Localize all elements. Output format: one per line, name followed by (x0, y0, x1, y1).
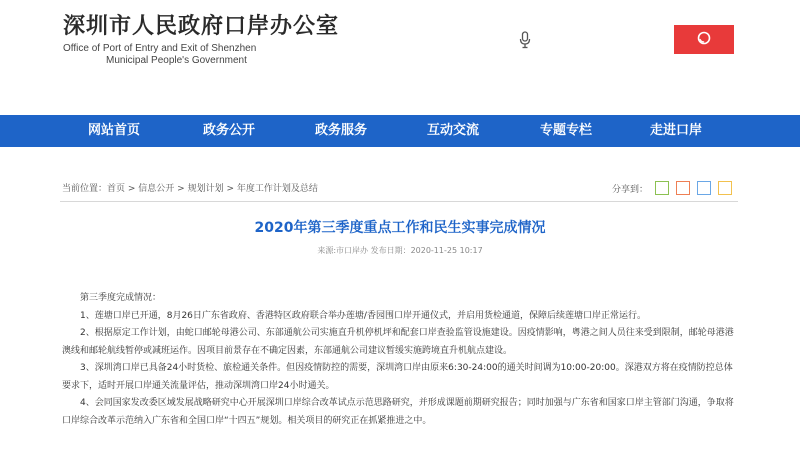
search-input[interactable] (540, 26, 670, 52)
breadcrumb-item-home[interactable]: 首页 (107, 184, 126, 194)
article-paragraph: 2、根据原定工作计划，由蛇口邮轮母港公司、东部通航公司实施直升机停机坪和配套口岸查验监管设施建设。因疫情影响，粤港之间人员往来受到限制，邮轮母港港澳线和邮轮航线暂停或减班运作。因项目前景存在不确定因素，东部通航公司建议暂缓实施跨境直升机航点建设。 (62, 328, 734, 356)
site-title-cn: 深圳市人民政府口岸办公室 (63, 14, 340, 39)
breadcrumb-item-plans[interactable]: 规划计划 (187, 184, 224, 194)
article-paragraph: 第三季度完成情况： (80, 293, 162, 303)
microphone-icon[interactable] (519, 31, 531, 49)
breadcrumb (62, 181, 318, 194)
article-body (62, 290, 738, 430)
site-title-en-line2: Municipal People's Government (106, 55, 247, 66)
article-title: 2020年第三季度重点工作和民生实事完成情况 (254, 220, 546, 236)
article-paragraph: 3、深圳湾口岸已具备24小时货检、旅检通关条件。但因疫情防控的需要，深圳湾口岸由原来6:30-24:00的通关时间调为10:00-20:00。深港双方将在疫情防控总体要求下，适时开展口岸通关流量评估，推动深圳湾口岸24小时通关。 (62, 363, 733, 391)
share-label: 分享到： (612, 184, 649, 195)
site-title-en-line1: Office of Port of Entry and Exit of Shenzhen (63, 43, 257, 54)
nav-item-home[interactable]: 网站首页 (87, 123, 141, 138)
share-bar (612, 179, 732, 197)
wechat-share-icon[interactable] (655, 181, 669, 195)
site-header (0, 0, 800, 115)
nav-item-gov-services[interactable]: 政务服务 (314, 123, 368, 138)
nav-item-special-topics[interactable]: 专题专栏 (539, 123, 593, 138)
main-nav (0, 115, 800, 147)
breadcrumb-separator: > (174, 184, 188, 194)
site-logo[interactable] (63, 14, 339, 67)
article-meta: 来源:市口岸办 发布日期：2020-11-25 10:17 (317, 246, 483, 255)
nav-item-about-ports[interactable]: 走进口岸 (649, 123, 703, 138)
article-paragraph: 4、会同国家发改委区域发展战略研究中心开展深圳口岸综合改革试点示范思路研究，并形成课题前期研究报告；同时加强与广东省和国家口岸主管部门沟通，争取将口岸综合改革示范纳入广东省和全国口岸“十四五”规划。相关项目的研究正在抓紧推进之中。 (62, 398, 734, 426)
search-button[interactable] (674, 25, 734, 54)
breadcrumb-divider (60, 201, 738, 202)
nav-item-gov-affairs-open[interactable]: 政务公开 (202, 123, 256, 138)
breadcrumb-separator: > (125, 184, 139, 194)
nav-item-interaction[interactable]: 互动交流 (426, 123, 480, 138)
weibo-share-icon[interactable] (676, 181, 690, 195)
article-paragraph: 1、莲塘口岸已开通，8月26日广东省政府、香港特区政府联合举办莲塘/香园围口岸开通仪式，并启用货检通道，保障后续莲塘口岸正常运行。 (80, 310, 646, 321)
breadcrumb-prefix: 当前位置： (62, 184, 108, 194)
breadcrumb-separator: > (223, 184, 237, 194)
search-icon (696, 30, 712, 49)
qq-share-icon[interactable] (697, 181, 711, 195)
breadcrumb-item-info-open[interactable]: 信息公开 (138, 184, 175, 194)
qzone-share-icon[interactable] (718, 181, 732, 195)
breadcrumb-item-annual-summary[interactable]: 年度工作计划及总结 (236, 184, 318, 194)
